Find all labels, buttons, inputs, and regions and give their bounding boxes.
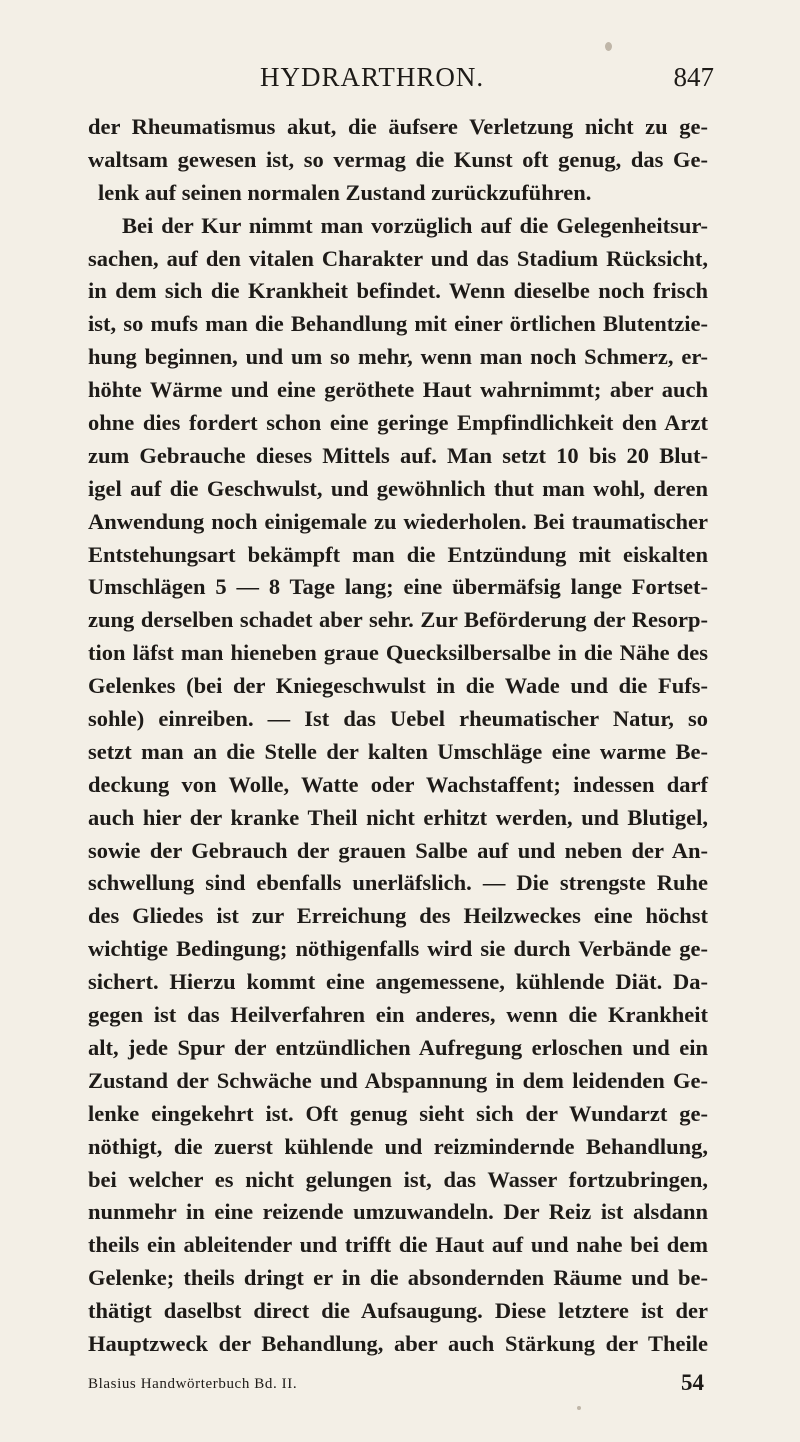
text-line: wichtige Bedingung; nöthigenfalls wird sie durch Verbände ge- — [88, 936, 708, 962]
page-footer — [88, 1370, 708, 1400]
text-line: auch hier der kranke Theil nicht erhitzt werden, und Blutigel, — [88, 804, 708, 830]
body-text — [88, 111, 708, 1361]
text-line: Gelenkes (bei der Kniegeschwulst in die Wade und die Fufs- — [88, 673, 708, 699]
text-line: waltsam gewesen ist, so vermag die Kunst oft genug, das Ge- — [88, 146, 708, 172]
text-line: ohne dies fordert schon eine geringe Empfindlichkeit den Arzt — [88, 410, 708, 436]
text-line: Gelenke; theils dringt er in die absondernden Räume und be- — [88, 1265, 708, 1291]
text-line: Hauptzweck der Behandlung, aber auch Stärkung der Theile — [88, 1330, 708, 1356]
text-line: lenk auf seinen normalen Zustand zurückzuführen. — [98, 179, 592, 205]
text-line: nöthigt, die zuerst kühlende und reizmindernde Behandlung, — [88, 1133, 708, 1159]
text-line: Bei der Kur nimmt man vorzüglich auf die Gelegenheitsur- — [122, 212, 708, 238]
text-line: lenke eingekehrt ist. Oft genug sieht sich der Wundarzt ge- — [88, 1100, 708, 1126]
text-line: setzt man an die Stelle der kalten Umschläge eine warme Be- — [88, 738, 708, 764]
page-number: 847 — [673, 62, 714, 92]
text-line: tion läfst man hieneben graue Quecksilbersalbe in die Nähe des — [88, 640, 708, 666]
text-line: sowie der Gebrauch der grauen Salbe auf und neben der An- — [88, 837, 708, 863]
footer-source: Blasius Handwörterbuch Bd. II. — [88, 1376, 298, 1392]
text-line: alt, jede Spur der entzündlichen Aufregung erloschen und ein — [88, 1034, 708, 1060]
running-title: HYDRARTHRON. — [260, 62, 485, 92]
text-line: thätigt daselbst direct die Aufsaugung. Diese letztere ist der — [88, 1298, 708, 1324]
text-line: des Gliedes ist zur Erreichung des Heilzweckes eine höchst — [88, 903, 708, 929]
signature-mark: 54 — [681, 1370, 704, 1395]
text-line: sohle) einreiben. — Ist das Uebel rheumatischer Natur, so — [88, 706, 708, 732]
text-line: schwellung sind ebenfalls unerläfslich. — Die strengste Ruhe — [88, 870, 708, 896]
running-header — [140, 62, 714, 102]
text-line: theils ein ableitender und trifft die Haut auf und nahe bei dem — [88, 1232, 708, 1258]
text-line: zum Gebrauche dieses Mittels auf. Man setzt 10 bis 20 Blut- — [88, 442, 708, 468]
text-line: Anwendung noch einigemale zu wiederholen. Bei traumatischer — [88, 508, 708, 534]
text-line: Umschlägen 5 — 8 Tage lang; eine übermäfsig lange Fortset- — [88, 574, 708, 600]
text-line: Zustand der Schwäche und Abspannung in dem leidenden Ge- — [88, 1067, 708, 1093]
text-line: nunmehr in eine reizende umzuwandeln. Der Reiz ist alsdann — [88, 1199, 708, 1225]
text-line: gegen ist das Heilverfahren ein anderes, wenn die Krankheit — [88, 1002, 708, 1028]
text-line: hung beginnen, und um so mehr, wenn man noch Schmerz, er- — [88, 344, 708, 370]
text-line: in dem sich die Krankheit befindet. Wenn dieselbe noch frisch — [88, 278, 708, 304]
text-line: ist, so mufs man die Behandlung mit einer örtlichen Blutentzie- — [88, 311, 708, 337]
text-line: der Rheumatismus akut, die äufsere Verletzung nicht zu ge- — [88, 114, 708, 139]
text-line: igel auf die Geschwulst, und gewöhnlich thut man wohl, deren — [88, 475, 708, 501]
paper-speck — [577, 1406, 581, 1410]
text-line: deckung von Wolle, Watte oder Wachstaffent; indessen darf — [88, 771, 708, 797]
text-line: sachen, auf den vitalen Charakter und das Stadium Rücksicht, — [88, 245, 708, 271]
text-line: sichert. Hierzu kommt eine angemessene, kühlende Diät. Da- — [88, 969, 708, 995]
text-line: zung derselben schadet aber sehr. Zur Beförderung der Resorp- — [88, 607, 708, 633]
text-line: höhte Wärme und eine geröthete Haut wahrnimmt; aber auch — [88, 377, 708, 403]
text-line: bei welcher es nicht gelungen ist, das Wasser fortzubringen, — [88, 1166, 708, 1192]
paper-speck — [605, 42, 612, 51]
text-line: Entstehungsart bekämpft man die Entzündung mit eiskalten — [88, 541, 708, 567]
